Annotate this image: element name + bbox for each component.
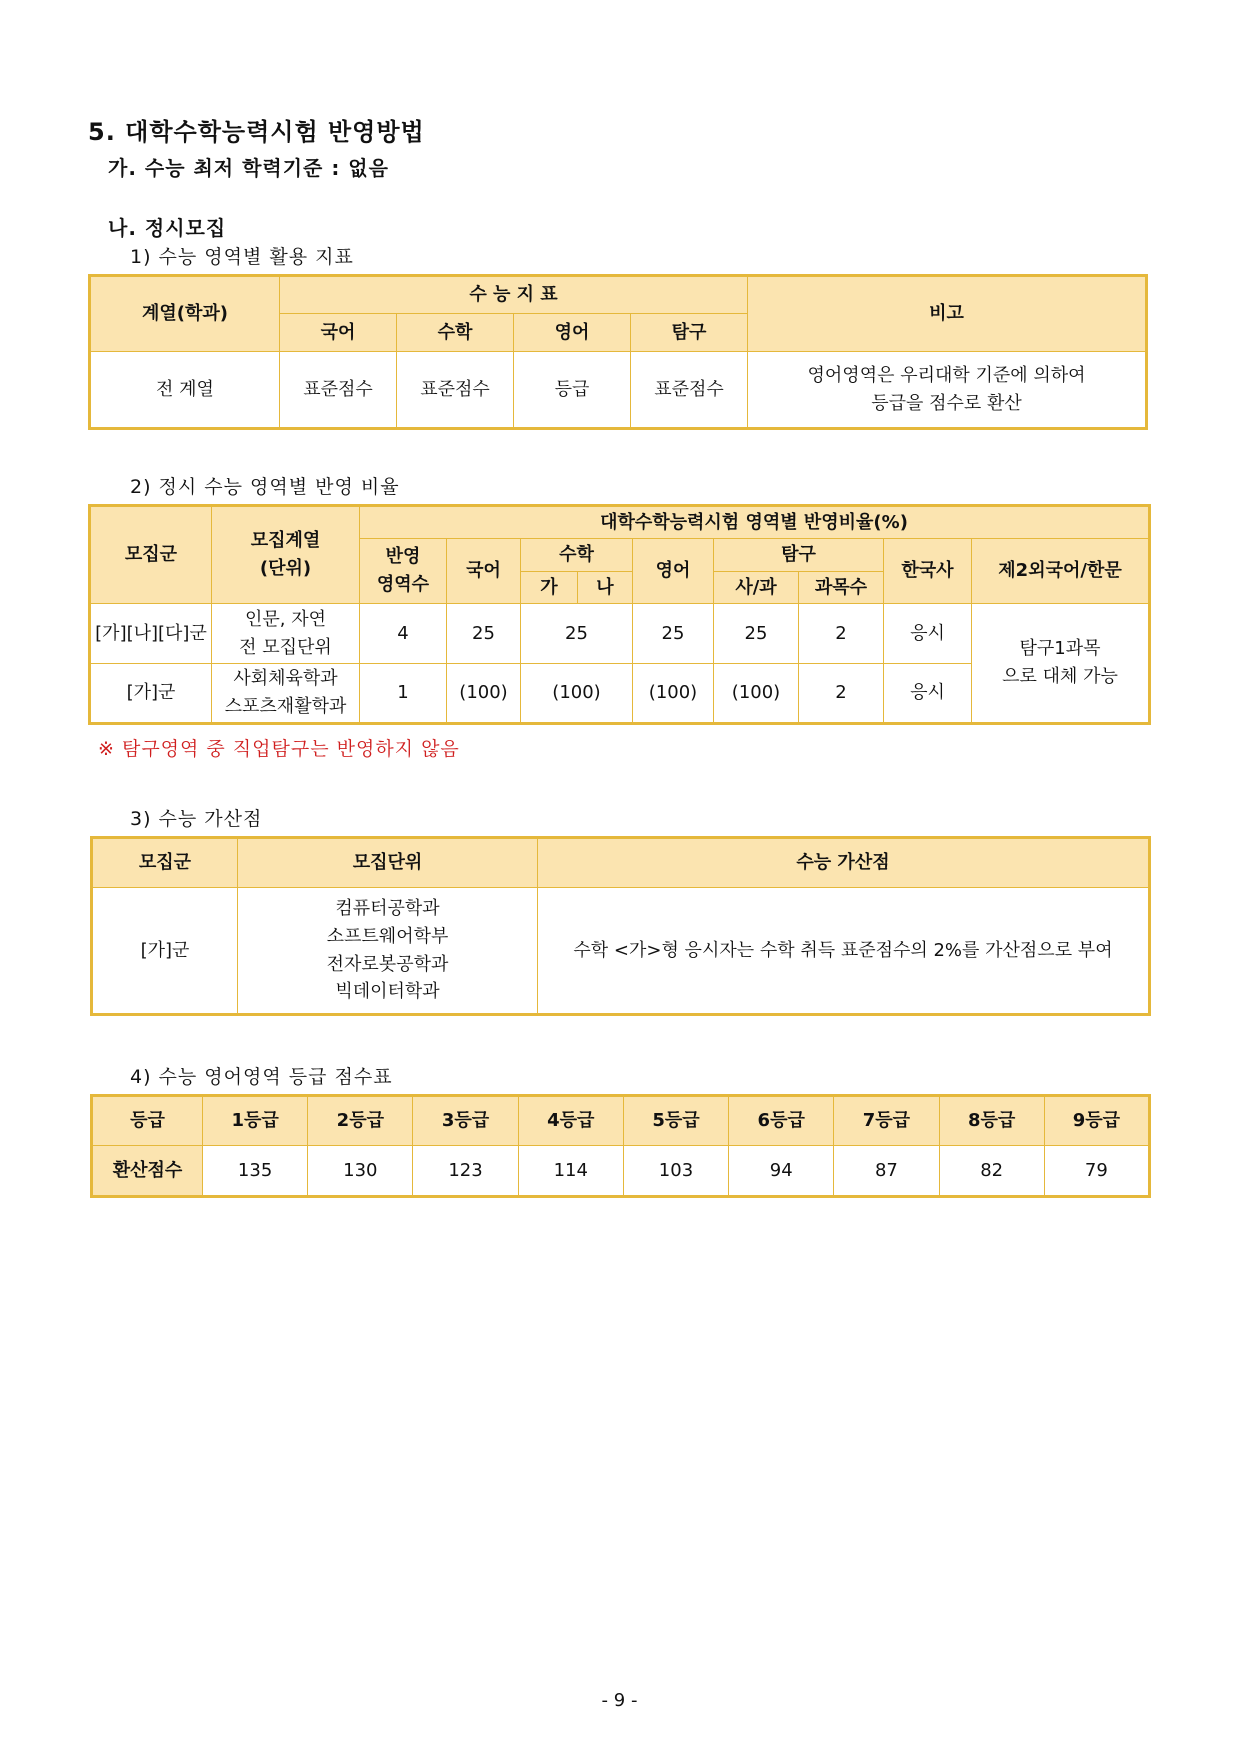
cell-second-language-line-2: 으로 대체 가능	[1002, 666, 1118, 687]
subheading-regular-admission: 나. 정시모집	[108, 216, 227, 240]
header-grade: 등급	[92, 1096, 203, 1146]
cell-korean-history: 응시	[884, 664, 972, 724]
header-remarks: 비고	[748, 276, 1147, 352]
header-area-count-line-1: 반영	[385, 546, 421, 568]
score-grade-8: 82	[939, 1146, 1044, 1197]
vocational-inquiry-note: ※ 탐구영역 중 직업탐구는 반영하지 않음	[98, 738, 460, 760]
cell-inquiry: 표준점수	[631, 352, 748, 429]
cell-second-language-line-1: 탐구1과목	[1019, 638, 1101, 660]
header-recruit-unit-line-1: 모집계열	[250, 530, 321, 552]
header-csat-bonus: 수능 가산점	[538, 838, 1150, 888]
cell-korean: (100)	[447, 664, 521, 724]
header-korean: 국어	[447, 539, 521, 604]
header-area-count-line-2: 영역수	[376, 574, 430, 595]
header-grade-3: 3등급	[413, 1096, 518, 1146]
cell-track: 전 계열	[90, 352, 280, 429]
table-ratio	[88, 504, 1151, 725]
cell-english: (100)	[633, 664, 714, 724]
header-math: 수학	[397, 314, 514, 352]
cell-korean: 25	[447, 604, 521, 664]
header-math-ga: 가	[521, 572, 578, 604]
cell-korean-history: 응시	[884, 604, 972, 664]
cell-unit	[212, 604, 360, 664]
header-grade-5: 5등급	[623, 1096, 728, 1146]
unit-item: 빅데이터학과	[335, 981, 440, 1003]
score-grade-6: 94	[729, 1146, 834, 1197]
cell-unit-line-1: 인문, 자연	[245, 608, 326, 630]
header-recruit-unit	[212, 506, 360, 604]
header-english: 영어	[514, 314, 631, 352]
page-number: - 9 -	[601, 1690, 638, 1711]
header-grade-4: 4등급	[518, 1096, 623, 1146]
table1-title: 1) 수능 영역별 활용 지표	[130, 246, 354, 268]
cell-math: 표준점수	[397, 352, 514, 429]
header-recruit-group: 모집군	[90, 506, 212, 604]
table-bonus	[90, 836, 1151, 1016]
score-grade-3: 123	[413, 1146, 518, 1197]
header-recruit-unit: 모집단위	[238, 838, 538, 888]
table-english-grade-scores	[90, 1094, 1151, 1198]
table-indicators	[88, 274, 1148, 430]
cell-unit-line-2: 전 모집단위	[239, 636, 332, 658]
cell-unit-line-1: 사회체육학과	[233, 668, 338, 690]
cell-unit	[212, 664, 360, 724]
remarks-line-2: 등급을 점수로 환산	[871, 392, 1022, 414]
header-inquiry-social-science: 사/과	[714, 572, 799, 604]
section-heading: 5. 대학수학능력시험 반영방법	[88, 118, 425, 146]
score-grade-1: 135	[203, 1146, 308, 1197]
header-grade-7: 7등급	[834, 1096, 939, 1146]
unit-item: 전자로봇공학과	[326, 953, 449, 975]
cell-inquiry: (100)	[714, 664, 799, 724]
header-grade-2: 2등급	[308, 1096, 413, 1146]
cell-second-language	[972, 604, 1150, 724]
cell-english: 등급	[514, 352, 631, 429]
header-area-count	[360, 539, 447, 604]
header-inquiry: 탐구	[631, 314, 748, 352]
cell-korean: 표준점수	[280, 352, 397, 429]
header-recruit-unit-line-2: (단위)	[259, 558, 312, 579]
header-english: 영어	[633, 539, 714, 604]
subheading-minimum-criteria: 가. 수능 최저 학력기준 : 없음	[108, 156, 389, 180]
table-row	[92, 1146, 1150, 1197]
header-inquiry-subject-count: 과목수	[799, 572, 884, 604]
cell-area-count: 4	[360, 604, 447, 664]
cell-inquiry-count: 2	[799, 604, 884, 664]
cell-remarks	[748, 352, 1147, 429]
header-inquiry: 탐구	[714, 539, 884, 572]
cell-inquiry-count: 2	[799, 664, 884, 724]
table3-title: 3) 수능 가산점	[130, 808, 263, 830]
header-recruit-group: 모집군	[92, 838, 238, 888]
header-csat-ratio: 대학수학능력시험 영역별 반영비율(%)	[360, 506, 1150, 539]
header-second-language: 제2외국어/한문	[972, 539, 1150, 604]
header-korean-history: 한국사	[884, 539, 972, 604]
header-converted-score: 환산점수	[92, 1146, 203, 1197]
header-indicator-group: 수 능 지 표	[280, 276, 748, 314]
header-grade-6: 6등급	[729, 1096, 834, 1146]
score-grade-5: 103	[623, 1146, 728, 1197]
table2-title: 2) 정시 수능 영역별 반영 비율	[130, 476, 400, 498]
unit-item: 컴퓨터공학과	[335, 897, 440, 919]
cell-unit-line-2: 스포츠재활학과	[224, 696, 347, 717]
cell-group: [가]군	[90, 664, 212, 724]
header-korean: 국어	[280, 314, 397, 352]
cell-math: (100)	[521, 664, 633, 724]
score-grade-7: 87	[834, 1146, 939, 1197]
cell-area-count: 1	[360, 664, 447, 724]
score-grade-2: 130	[308, 1146, 413, 1197]
header-grade-1: 1등급	[203, 1096, 308, 1146]
table-row	[90, 352, 1147, 429]
header-grade-8: 8등급	[939, 1096, 1044, 1146]
score-grade-4: 114	[518, 1146, 623, 1197]
header-track: 계열(학과)	[90, 276, 280, 352]
cell-bonus: 수학 <가>형 응시자는 수학 취득 표준점수의 2%를 가산점으로 부여	[538, 888, 1150, 1015]
cell-math: 25	[521, 604, 633, 664]
cell-units	[238, 888, 538, 1015]
header-math-na: 나	[578, 572, 633, 604]
header-grade-9: 9등급	[1044, 1096, 1149, 1146]
header-math: 수학	[521, 539, 633, 572]
remarks-line-1: 영어영역은 우리대학 기준에 의하여	[807, 364, 1086, 386]
cell-group: [가]군	[92, 888, 238, 1015]
score-grade-9: 79	[1044, 1146, 1149, 1197]
table-row	[90, 604, 1150, 664]
cell-english: 25	[633, 604, 714, 664]
cell-inquiry: 25	[714, 604, 799, 664]
cell-group: [가][나][다]군	[90, 604, 212, 664]
table4-title: 4) 수능 영어영역 등급 점수표	[130, 1066, 393, 1088]
unit-item: 소프트웨어학부	[326, 925, 449, 947]
table-row	[92, 888, 1150, 1015]
